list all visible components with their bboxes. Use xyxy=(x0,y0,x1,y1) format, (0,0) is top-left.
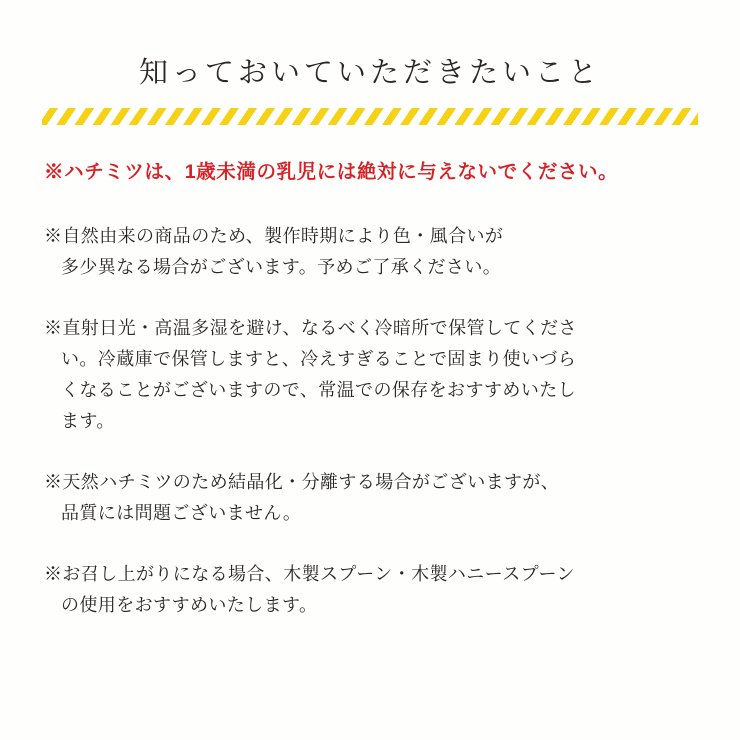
note-item-4 xyxy=(44,559,704,621)
note-marker: ※ xyxy=(44,226,63,247)
note-marker: ※ xyxy=(44,318,63,339)
note-line: 自然由来の商品のため、製作時期により色・風合いが xyxy=(62,226,504,247)
note-line: 天然ハチミツのため結晶化・分離する場合がございますが、 xyxy=(62,471,560,492)
note-line: 多少異なる場合がございます。予めご了承ください。 xyxy=(61,257,502,278)
note-marker: ※ xyxy=(44,471,63,492)
note-marker: ※ xyxy=(44,563,63,584)
note-line: 品質には問題ございません。 xyxy=(61,502,302,523)
stripe-divider-icon xyxy=(42,108,698,125)
note-item-2 xyxy=(44,313,704,437)
note-line: い。冷蔵庫で保管しますと、冷えすぎることで固まり使いづら xyxy=(61,349,577,370)
note-line: ます。 xyxy=(61,411,115,432)
page-title: 知っておいていただきたいこと xyxy=(138,57,601,89)
honey-infant-warning: ※ハチミツは、1歳未満の乳児には絶対に与えないでください。 xyxy=(44,161,619,183)
notes-container xyxy=(44,158,704,651)
note-item-1 xyxy=(44,221,704,283)
note-line: お召し上がりになる場合、木製スプーン・木製ハニースプーン xyxy=(62,563,575,584)
note-line: の使用をおすすめいたします。 xyxy=(61,594,318,615)
note-line: くなることがございますので、常温での保存をおすすめいたし xyxy=(61,380,577,401)
note-item-3 xyxy=(44,467,704,529)
note-line: 直射日光・高温多湿を避け、なるべく冷暗所で保管してくださ xyxy=(62,318,577,339)
